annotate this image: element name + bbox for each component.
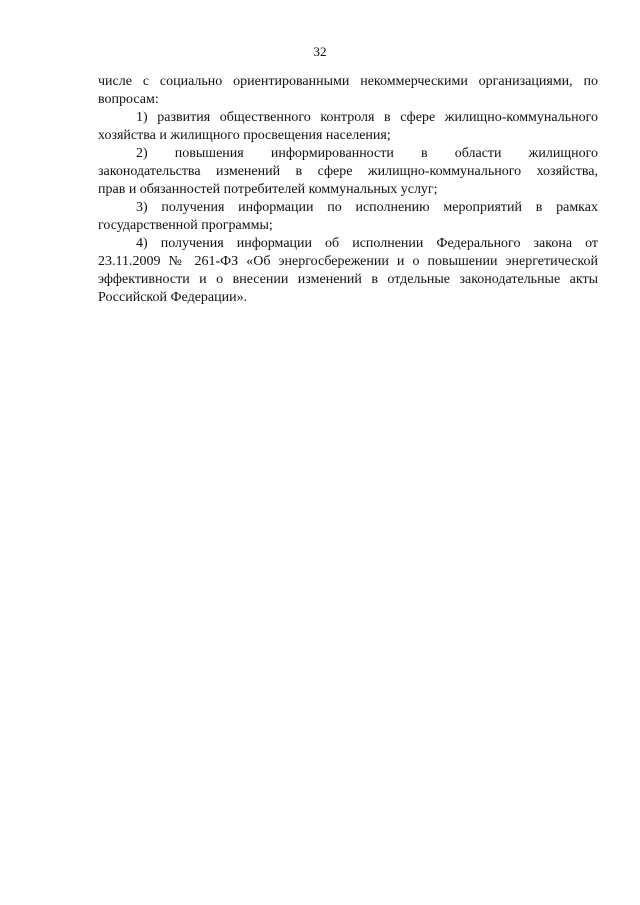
list-item-2-line: законодательства изменений в сфере жилищно-коммунального хозяйства, [98,164,598,179]
list-item-1-line: хозяйства и жилищного просвещения населения; [98,128,391,143]
list-item-2-line: 2) повышения информированности в области жилищного [136,146,598,161]
list-item-4-line: Российской Федерации». [98,290,248,305]
page-number: 32 [313,44,327,59]
list-item-4-line: эффективности и о внесении изменений в отдельные законодательные акты [98,272,598,287]
list-item-2-line: прав и обязанностей потребителей коммунальных услуг; [98,182,438,197]
list-item-4-line: 4) получения информации об исполнении Федерального закона от [136,236,598,251]
list-item-3-line: 3) получения информации по исполнению мероприятий в рамках [136,200,598,215]
list-item-1-line: 1) развития общественного контроля в сфере жилищно-коммунального [136,110,598,125]
text-line: числе с социально ориентированными некоммерческими организациями, по [98,74,598,89]
body-text [98,73,598,307]
text-line: вопросам: [98,92,159,107]
list-item-4-line: 23.11.2009 № 261-ФЗ «Об энергосбережении и о повышении энергетической [98,254,598,269]
list-item-3-line: государственной программы; [98,218,273,233]
